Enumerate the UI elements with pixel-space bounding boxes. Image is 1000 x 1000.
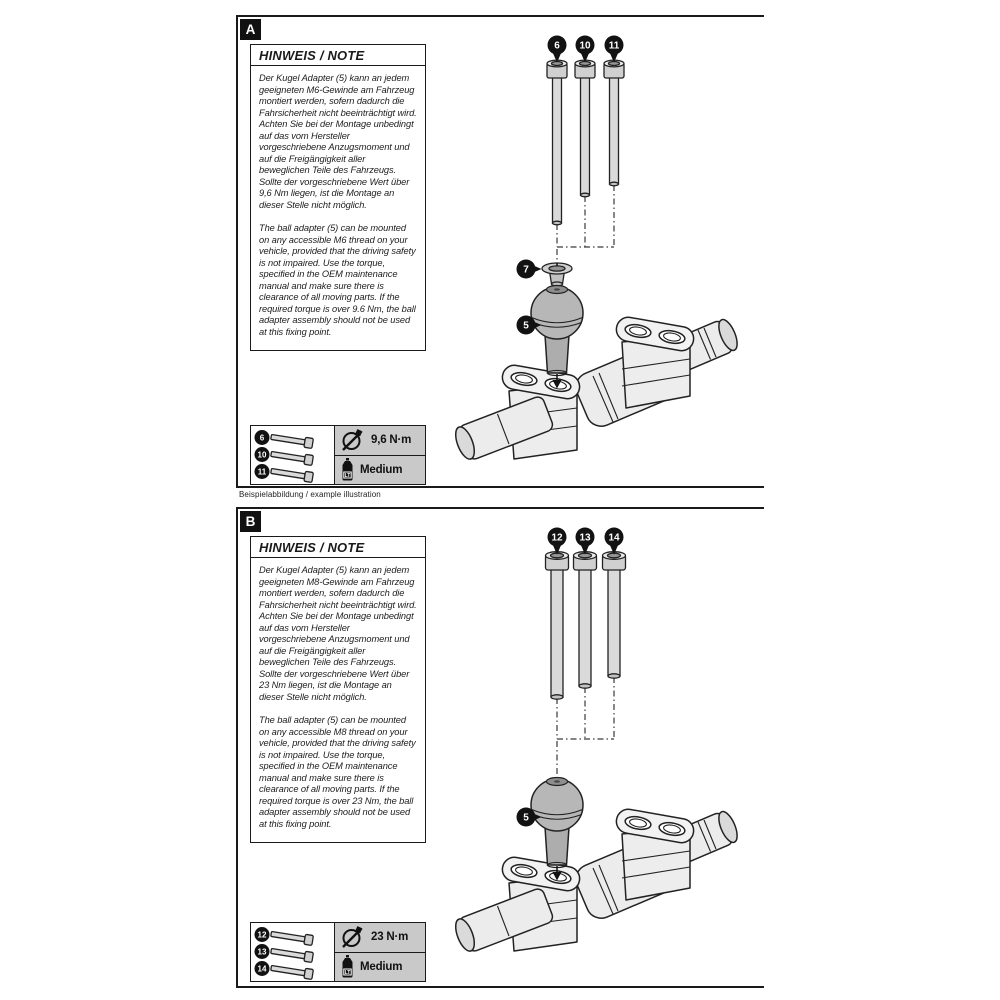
- note-text-english: The ball adapter (5) can be mounted on any accessible M8 thread on your vehicle, provided that the driving safety is not impaired. Use the torque, specified in the OEM maintenance manual and make sure there is clearance of all moving parts. If the required torque is over 23 Nm, the ball adapter assembly should not be used at this fixing point.: [259, 715, 416, 829]
- torque-wrench-icon: [340, 427, 366, 453]
- screw-icon: [546, 552, 569, 700]
- svg-text:6: 6: [259, 433, 265, 443]
- part-number-badge: [548, 36, 567, 63]
- legend-screws-graphic: [251, 426, 334, 484]
- part-number-badge: [548, 528, 567, 555]
- screw-icon: [603, 552, 626, 679]
- part-number-badge: [605, 528, 624, 555]
- screw-icon: [575, 60, 595, 197]
- legend-screw-row: [255, 927, 314, 945]
- part-number-badge: [576, 528, 595, 555]
- screw-icon: [604, 60, 624, 186]
- washer-illustration: [542, 263, 572, 287]
- threadlock-value: Medium: [360, 960, 403, 973]
- svg-text:12: 12: [257, 930, 267, 940]
- legend-threadlock-row: [335, 952, 425, 982]
- svg-text:14: 14: [608, 532, 620, 544]
- svg-text:10: 10: [579, 40, 591, 52]
- legend-screws-cell: [251, 426, 335, 484]
- svg-text:11: 11: [257, 467, 267, 477]
- torque-value: 9,6 N·m: [371, 434, 412, 447]
- panel-b-label-badge: B: [240, 511, 261, 532]
- legend-screw-row: [255, 464, 314, 482]
- legend-values-column: [335, 426, 425, 484]
- screw-icon: [547, 60, 567, 225]
- svg-text:14: 14: [257, 964, 267, 974]
- torque-value: 23 N·m: [371, 931, 409, 944]
- screw-icon: [574, 552, 597, 689]
- threadlocker-bottle-icon: [340, 458, 355, 481]
- svg-text:6: 6: [554, 40, 560, 52]
- handlebar-clamp-illustration: [452, 807, 741, 953]
- legend-screw-row: [255, 430, 314, 448]
- svg-text:13: 13: [579, 532, 591, 544]
- legend-screws-cell: [251, 923, 335, 981]
- note-text-german: Der Kugel Adapter (5) kann an jedem geeigneten M8-Gewinde am Fahrzeug montiert werden, sofern dadurch die Fahrsicherheit nicht beeinträchtigt wird. Achten Sie bei der Montage unbedingt auf das vom Hersteller vorgeschriebene Anzugsmoment und auf die Freigängigkeit aller beweglichen Teile des Fahrzeugs. Sollte der vorgeschriebene Wert über 23 Nm liegen, ist die Montage an dieser Stelle nicht möglich.: [259, 565, 417, 702]
- svg-text:13: 13: [257, 947, 267, 957]
- svg-text:5: 5: [523, 320, 529, 332]
- panel-b: [236, 507, 764, 988]
- note-title: HINWEIS / NOTE: [251, 45, 425, 66]
- ball-adapter-illustration: [531, 286, 583, 376]
- note-text-english: The ball adapter (5) can be mounted on any accessible M6 thread on your vehicle, provided that the driving safety is not impaired. Use the torque, specified in the OEM maintenance manual and make sure there is clearance of all moving parts. If the required torque is over 9.6 Nm, the ball adapter assembly should not be used at this fixing point.: [259, 223, 416, 337]
- ball-adapter-illustration: [531, 778, 583, 868]
- svg-text:10: 10: [257, 450, 267, 460]
- legend-box: [250, 922, 426, 982]
- panel-a: [236, 15, 764, 488]
- threadlocker-bottle-icon: [340, 955, 355, 978]
- svg-text:12: 12: [551, 532, 563, 544]
- example-illustration-caption: Beispielabbildung / example illustration: [239, 490, 381, 499]
- note-box: [250, 536, 426, 843]
- legend-torque-row: [335, 923, 425, 952]
- svg-text:11: 11: [608, 40, 620, 52]
- torque-wrench-icon: [340, 924, 366, 950]
- note-text-german: Der Kugel Adapter (5) kann an jedem geeigneten M6-Gewinde am Fahrzeug montiert werden, sofern dadurch die Fahrsicherheit nicht beeinträchtigt wird. Achten Sie bei der Montage unbedingt auf das vom Hersteller vorgeschriebene Anzugsmoment und auf die Freigängigkeit aller beweglichen Teile des Fahrzeugs. Sollte der vorgeschriebene Wert über 9,6 Nm liegen, ist die Montage an dieser Stelle nicht möglich.: [259, 73, 417, 210]
- panel-a-label-badge: A: [240, 19, 261, 40]
- legend-screws-graphic: [251, 923, 334, 981]
- legend-screw-row: [255, 944, 314, 962]
- svg-text:7: 7: [523, 264, 529, 276]
- legend-screw-row: [255, 447, 314, 465]
- legend-torque-row: [335, 426, 425, 455]
- part-number-badge: [517, 260, 542, 279]
- svg-text:5: 5: [523, 812, 529, 824]
- legend-threadlock-row: [335, 455, 425, 485]
- note-title: HINWEIS / NOTE: [251, 537, 425, 558]
- legend-screw-row: [255, 961, 314, 979]
- threadlock-value: Medium: [360, 463, 403, 476]
- svg-text:LT: LT: [344, 473, 351, 480]
- note-box: [250, 44, 426, 351]
- handlebar-clamp-illustration: [452, 315, 741, 461]
- svg-text:LT: LT: [344, 970, 351, 977]
- legend-values-column: [335, 923, 425, 981]
- part-number-badge: [576, 36, 595, 63]
- part-number-badge: [605, 36, 624, 63]
- legend-box: [250, 425, 426, 485]
